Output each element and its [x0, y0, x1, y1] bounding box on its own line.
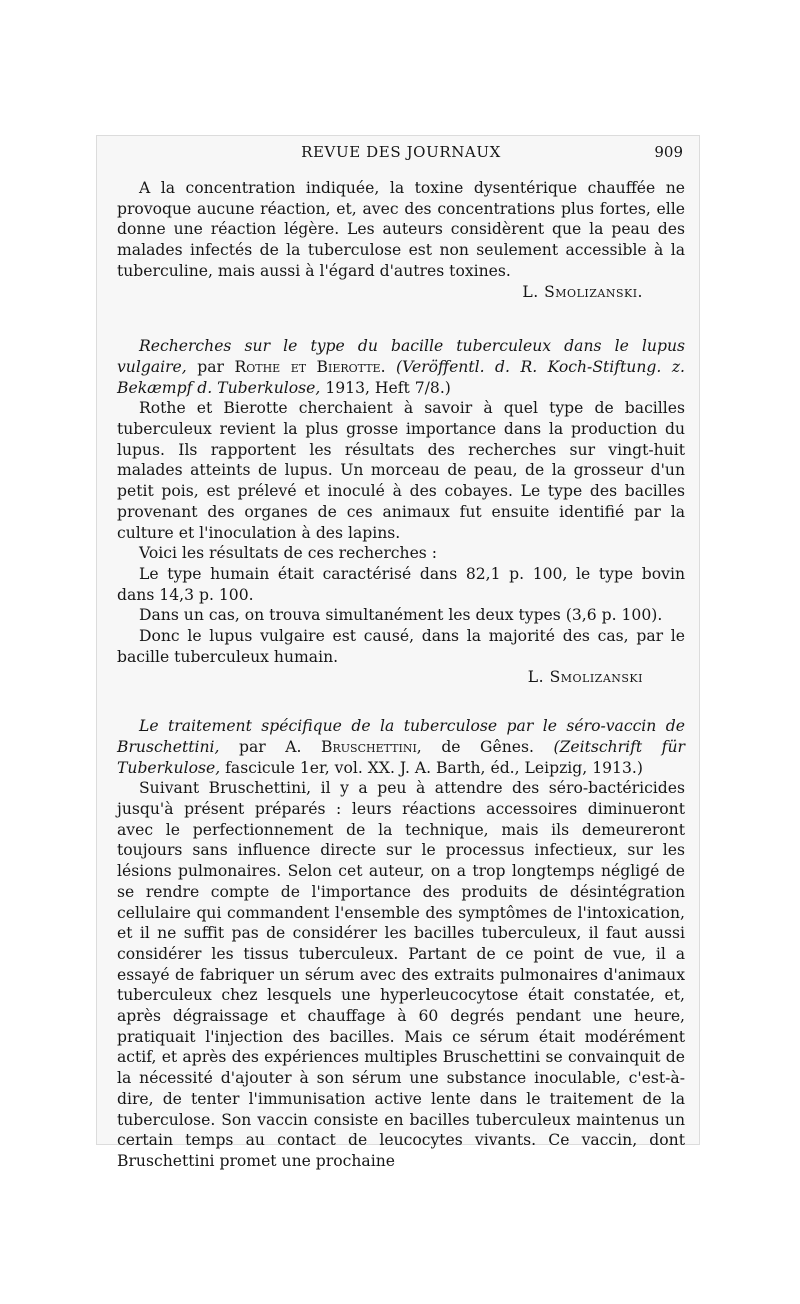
article2-heading: [117, 716, 685, 778]
journal-page: [117, 140, 685, 1172]
section-gap: [117, 688, 685, 716]
article2-location: de Gênes.: [441, 737, 534, 756]
article1-paragraph-4: Dans un cas, on trouva simultanément les deux types (3,6 p. 100).: [139, 606, 663, 625]
article1-paragraph-3: Le type humain était caractérisé dans 82,1 p. 100, le type bovin dans 14,3 p. 100.: [117, 564, 685, 604]
article1-authors-prefix: par: [197, 357, 224, 376]
article2-source: (Zeitschrift für Tuberkulose,: [117, 737, 685, 777]
article2-title: Le traitement spécifique de la tuberculose par le séro-vaccin de Bruschettini,: [117, 717, 685, 756]
article2-authors-prefix: par A.: [239, 737, 302, 756]
article1-paragraph-2: Voici les résultats de ces recherches :: [139, 544, 438, 563]
article2-authors: Bruschettini,: [321, 737, 422, 756]
article1-signature-text: L. Smolizanski: [527, 668, 643, 687]
running-header: [117, 140, 685, 164]
intro-paragraph: A la concentration indiquée, la toxine dysentérique chauffée ne provoque aucune réaction, et, avec des concentrations plus fortes, elle donne une réaction légère. Les auteurs considèrent que la peau des malades infectés de la tuberculose est non seulement accessible à la tuberculine, mais aussi à l'égard d'autres toxines.: [117, 179, 685, 280]
article1-title: Recherches sur le type du bacille tuberculeux dans le lupus vulgaire,: [117, 337, 685, 376]
article1-signature: [117, 667, 643, 688]
page-number: 909: [654, 143, 683, 161]
article1-source: (Veröffentl. d. R. Koch-Stiftung. z. Bekæmpf d. Tuberkulose,: [117, 357, 685, 397]
article1-source-details: 1913, Heft 7/8.): [325, 378, 451, 397]
article1-authors: Rothe et Bierotte.: [234, 357, 386, 376]
article1-paragraph-1: Rothe et Bierotte cherchaient à savoir à quel type de bacilles tuberculeux revient la plus grosse importance dans la production du lupus. Ils rapportent les résultats des recherches sur vingt-huit malades atteints de lupus. Un morceau de peau, de la grosseur d'un petit pois, est prélevé et inoculé à des cobayes. Le type des bacilles provenant des organes de ces animaux fut ensuite identifié par la culture et l'inoculation à des lapins.: [117, 399, 685, 542]
article1-paragraph-5: Donc le lupus vulgaire est causé, dans la majorité des cas, par le bacille tuberculeux humain.: [117, 627, 685, 666]
article2-paragraph: Suivant Bruschettini, il y a peu à attendre des séro-bactéricides jusqu'à présent préparés : leurs réactions accessoires diminueront avec le perfectionnement de la technique, mais ils demeureront toujours sans influence directe sur le processus infectieux, sur les lésions pulmonaires. Selon cet auteur, on a trop longtemps négligé de se rendre compte de l'importance des produits de désintégration cellulaire qui commandent l'ensemble des symptômes de l'intoxication, et il ne suffit pas de considérer les bacilles tuberculeux, il faut aussi considérer les tissus tuberculeux. Partant de ce point de vue, il a essayé de fabriquer un sérum avec des extraits pulmonaires d'animaux tuberculeux chez lesquels une hyperleucocytose était constatée, et, après dégraissage et chauffage à 60 degrés pendant une heure, pratiquait l'injection des bacilles. Mais ce sérum était modérément actif, et après des expériences multiples Bruschettini se convainquit de la nécessité d'ajouter à son sérum une substance inoculable, c'est-à-dire, de tenter l'immunisation active lente dans le traitement de la tuberculose. Son vaccin consiste en bacilles tuberculeux maintenus un certain temps au contact de leucocytes vivants. Ce vaccin, dont Bruschettini promet une prochaine: [117, 779, 685, 1170]
article2-source-details: fascicule 1er, vol. XX. J. A. Barth, éd., Leipzig, 1913.): [225, 758, 643, 777]
intro-signature-text: L. Smolizanski.: [522, 282, 643, 301]
header-title: REVUE DES JOURNAUX: [301, 143, 501, 161]
intro-signature: [117, 282, 643, 303]
article1-heading: [117, 336, 685, 398]
section-gap: [117, 302, 685, 336]
